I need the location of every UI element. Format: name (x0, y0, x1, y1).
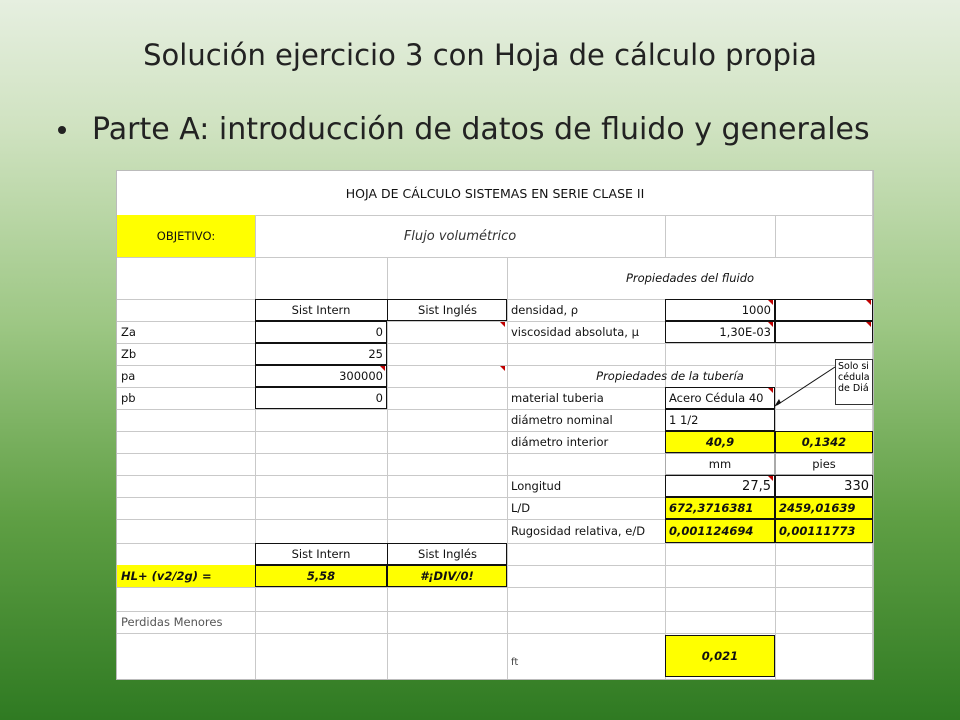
comment-connector-icon (773, 363, 839, 409)
fluid-section-title: Propiedades del fluido (625, 271, 755, 285)
pa-label: pa (121, 369, 136, 383)
densidad-label: densidad, ρ (511, 303, 579, 317)
longitud-label: Longitud (511, 479, 562, 493)
interior-ft: 0,1342 (801, 435, 847, 449)
col-header-en: Sist Inglés (387, 299, 507, 321)
material-label: material tuberia (511, 391, 604, 405)
interior-mm: 40,9 (705, 435, 735, 449)
interior-label: diámetro interior (511, 435, 609, 449)
ld-si: 672,3716381 (669, 501, 754, 515)
material-value[interactable]: Acero Cédula 40 (669, 391, 764, 405)
unit-ft: pies (775, 453, 873, 475)
objetivo-value[interactable]: Flujo volumétrico (403, 228, 517, 244)
ft-label: ft (511, 656, 519, 668)
col-header-si-2: Sist Intern (291, 547, 351, 561)
za-value[interactable]: 0 (375, 325, 383, 339)
pb-label: pb (121, 391, 136, 405)
ft-value: 0,021 (701, 649, 739, 663)
ld-en: 2459,01639 (779, 501, 856, 515)
perdidas-label: Perdidas Menores (121, 615, 223, 629)
viscosidad-label: viscosidad absoluta, μ (511, 325, 639, 339)
pa-value[interactable]: 300000 (339, 369, 383, 383)
hl-label: HL+ (v2/2g) = (117, 565, 255, 587)
sheet-header: HOJA DE CÁLCULO SISTEMAS EN SERIE CLASE II (345, 185, 645, 201)
longitud-m[interactable]: 27,5 (742, 478, 771, 494)
pb-value[interactable]: 0 (375, 391, 383, 405)
objetivo-label: OBJETIVO: (117, 215, 255, 257)
longitud-ft[interactable]: 330 (844, 478, 869, 494)
za-label: Za (121, 325, 136, 339)
spreadsheet (116, 170, 874, 680)
cell-comment: Solo si cédula de Diá (835, 359, 873, 405)
ld-label: L/D (511, 501, 531, 515)
unit-mm: mm (665, 453, 775, 475)
rugosidad-si: 0,001124694 (669, 524, 754, 538)
rugosidad-label: Rugosidad relativa, e/D (511, 524, 646, 538)
zb-value[interactable]: 25 (368, 347, 383, 361)
rugosidad-en: 0,00111773 (779, 524, 856, 538)
col-header-en-2: Sist Inglés (387, 543, 507, 565)
zb-label: Zb (121, 347, 137, 361)
nominal-value[interactable]: 1 1/2 (669, 413, 699, 427)
col-header-si: Sist Intern (291, 303, 351, 317)
bullet-dot-icon (58, 126, 66, 134)
pipe-section-title: Propiedades de la tubería (596, 369, 744, 383)
hl-en: #¡DIV/0! (420, 569, 474, 583)
slide-title: Solución ejercicio 3 con Hoja de cálculo propia (143, 38, 817, 72)
bullet-item (58, 112, 870, 147)
nominal-label: diámetro nominal (511, 413, 613, 427)
bullet-text: Parte A: introducción de datos de fluido y generales (92, 112, 870, 147)
hl-si: 5,58 (306, 569, 336, 583)
viscosidad-value[interactable]: 1,30E-03 (719, 325, 771, 339)
densidad-value[interactable]: 1000 (741, 303, 771, 317)
